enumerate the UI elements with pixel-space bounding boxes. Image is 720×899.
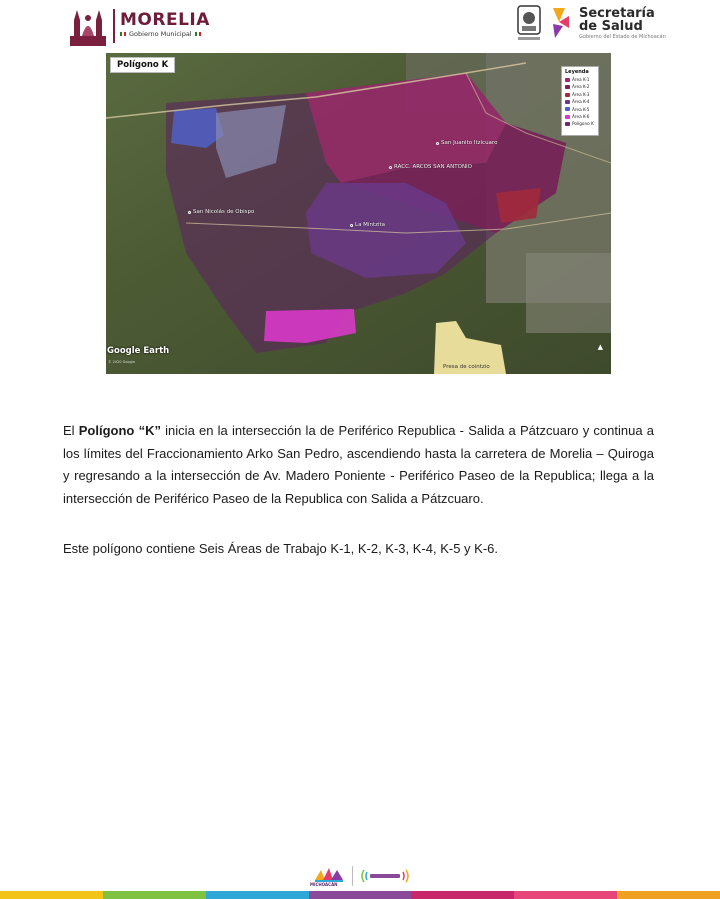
- campaign-logo-icon: [360, 866, 410, 886]
- legend-swatch: [565, 122, 570, 126]
- health-secretary-logo-icon: [549, 6, 573, 40]
- map-credit: © 2020 Google: [108, 360, 135, 364]
- legend-item: Área K-6: [565, 113, 595, 120]
- legend-item: Polígono K: [565, 120, 595, 127]
- place-label-arcos: RACC. ARCOS SAN ANTONIO: [389, 164, 472, 170]
- legend-swatch: [565, 107, 570, 111]
- header-divider: [113, 9, 115, 43]
- flag-icon: [195, 32, 201, 36]
- agency-subtitle: Gobierno del Estado de Michoacán: [579, 34, 666, 40]
- satellite-map-image: [106, 53, 611, 374]
- agency-title: Secretaría de Salud: [579, 6, 655, 34]
- place-label-san-nicolas: San Nicolás de Obispo: [188, 209, 254, 215]
- legend-swatch: [565, 78, 570, 82]
- place-label-presa: Presa de cointzio: [443, 364, 490, 370]
- page-header: [0, 0, 720, 52]
- google-earth-logo: Google Earth: [107, 346, 170, 356]
- legend-item: Área K-1: [565, 76, 595, 83]
- place-pin-icon: [188, 211, 191, 214]
- stripe-segment: [617, 891, 720, 899]
- place-pin-icon: [389, 166, 392, 169]
- work-areas-text: Este polígono contiene Seis Áreas de Trabajo K-1, K-2, K-3, K-4, K-5 y K-6.: [63, 541, 499, 556]
- legend-item: Área K-4: [565, 98, 595, 105]
- footer-color-stripe: [0, 891, 720, 899]
- legend-item: Área K-3: [565, 91, 595, 98]
- polygon-k-map: [106, 53, 611, 374]
- map-legend: [561, 66, 599, 136]
- city-title: MORELIA: [120, 10, 210, 30]
- legend-item: Área K-2: [565, 83, 595, 90]
- legend-title: Leyenda: [565, 69, 589, 75]
- north-arrow-icon: ▲: [597, 343, 603, 351]
- place-label-mintzita: La Mintzita: [350, 222, 385, 228]
- stripe-segment: [206, 891, 309, 899]
- polygon-name: Polígono “K”: [78, 423, 161, 438]
- legend-item: Área K-5: [565, 106, 595, 113]
- legend-swatch: [565, 85, 570, 89]
- legend-swatch: [565, 100, 570, 104]
- legend-swatch: [565, 93, 570, 97]
- stripe-segment: [309, 891, 412, 899]
- footer-divider: [352, 866, 353, 886]
- state-label: MICHOACÁN: [310, 882, 338, 887]
- stripe-segment: [0, 891, 103, 899]
- polygon-description: El Polígono “K” inicia en la intersección la de Periférico Republica - Salida a Pátzcuaro y continua a los límites del Fraccionamiento Arko San Pedro, ascendiendo hasta la carretera de Morelia – Quiroga y regresando a la intersección de Av. Madero Poniente - Periférico Paseo de la Republica; llega a la intersección de Periférico Paseo de la Republica con Salida a Pátzcuaro.: [63, 423, 655, 506]
- place-pin-icon: [350, 224, 353, 227]
- stripe-segment: [103, 891, 206, 899]
- stripe-segment: [514, 891, 617, 899]
- place-label-san-juanito: San Juanito Itzícuaro: [436, 140, 497, 146]
- state-seal-icon: [515, 4, 543, 46]
- city-subtitle: Gobierno Municipal: [120, 30, 201, 38]
- map-title-label: Polígono K: [110, 57, 175, 73]
- legend-swatch: [565, 115, 570, 119]
- morelia-cathedral-logo-icon: [66, 6, 110, 48]
- stripe-segment: [411, 891, 514, 899]
- place-pin-icon: [436, 142, 439, 145]
- flag-icon: [120, 32, 126, 36]
